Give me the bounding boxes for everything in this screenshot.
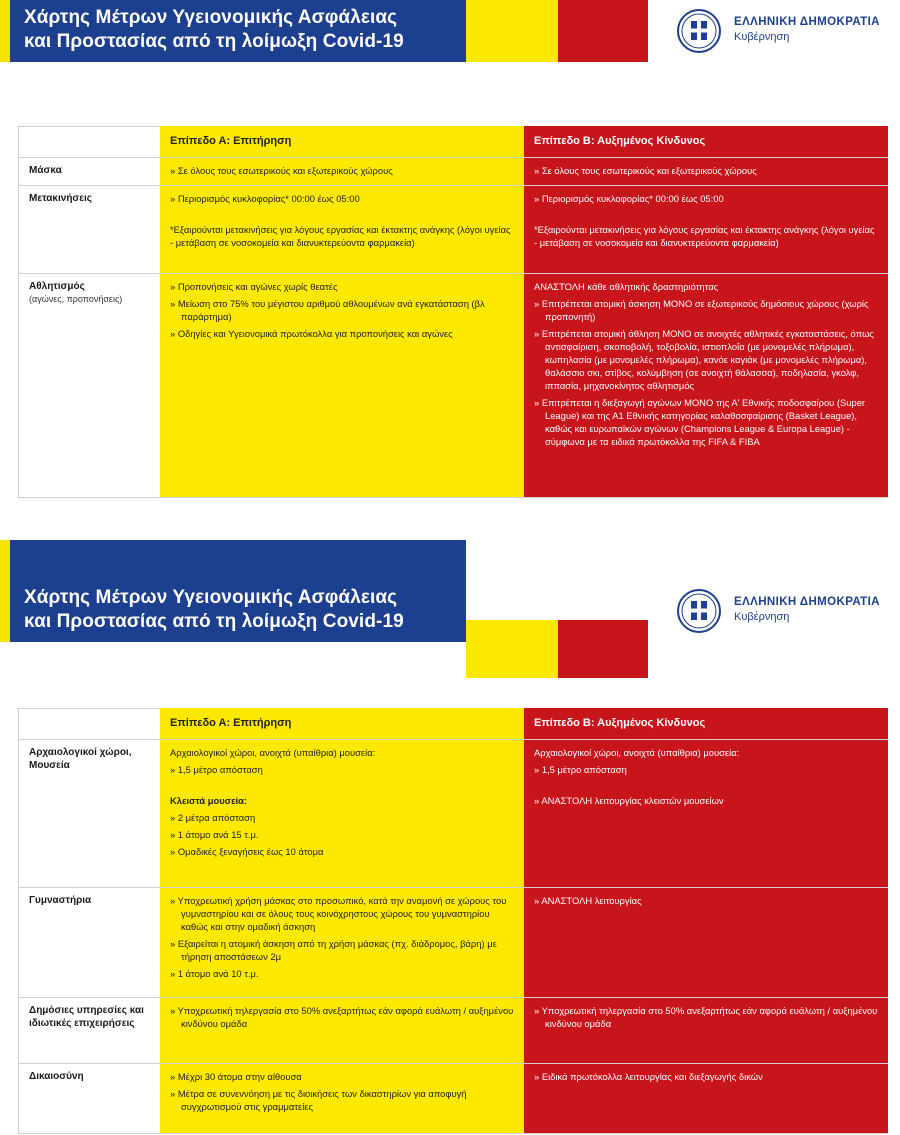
list-item: » Μέτρα σε συνεννόηση με τις διοικήσεις των δικαστηρίων για αποφυγή συγχρωτισμού στις γραμματείες bbox=[170, 1087, 516, 1113]
list-item: » 2 μέτρα απόσταση bbox=[170, 811, 516, 824]
gyms-level-b bbox=[524, 888, 888, 998]
government-label bbox=[734, 16, 880, 43]
list-item: » Επιτρέπεται η διεξαγωγή αγώνων ΜΟΝΟ της Α' Εθνικής ποδοσφαίρου (Super League) και της Α1 Εθνικής κατηγορίας καλαθοσφαίρισης (Basket League), καθώς και ευρωπαϊκών αγώνων (Champions League & Europa League) - σύμφωνα με τα ειδικά πρωτόκολλα της FIFA & FIBA bbox=[534, 396, 880, 448]
list-item: » Περιορισμός κυκλοφορίας* 00:00 έως 05:00 bbox=[170, 192, 516, 205]
header-empty bbox=[18, 126, 160, 158]
list-item: » ΑΝΑΣΤΟΛΗ λειτουργίας κλειστών μουσείων bbox=[534, 794, 880, 807]
museums-open-heading: Αρχαιολογικοί χώροι, ανοιχτά (υπαίθρια) μουσεία: bbox=[170, 747, 376, 758]
header-level-a: Επίπεδο Α: Επιτήρηση bbox=[160, 708, 524, 740]
gov-subtitle: Κυβέρνηση bbox=[734, 611, 790, 623]
public-level-a bbox=[160, 998, 524, 1064]
movement-level-b bbox=[524, 186, 888, 274]
measures-table-2 bbox=[18, 708, 888, 1134]
museums-open-heading: Αρχαιολογικοί χώροι, ανοιχτά (υπαίθρια) μουσεία: bbox=[534, 747, 740, 758]
measures-table-1 bbox=[18, 126, 888, 498]
gyms-level-a bbox=[160, 888, 524, 998]
banner-top bbox=[0, 0, 900, 62]
greek-emblem-icon bbox=[676, 588, 722, 634]
movement-note: *Εξαιρούνται μετακινήσεις για λόγους εργασίας και έκτακτης ανάγκης (λόγοι υγείας - μετάβαση σε νοσοκομεία και διανυκτερεύοντα φαρμακεία) bbox=[534, 224, 875, 248]
row-label-movement: Μετακινήσεις bbox=[18, 186, 160, 274]
gov-name: ΕΛΛΗΝΙΚΗ ΔΗΜΟΚΡΑΤΙΑ bbox=[734, 16, 880, 28]
sports-sublabel: (αγώνες, προπονήσεις) bbox=[29, 294, 123, 304]
list-item: » Υποχρεωτική χρήση μάσκας στο προσωπικό, κατά την αναμονή σε χώρους του γυμναστηρίου και σε όλους τους κοινόχρηστους χώρους του γυμναστηρίου καθώς και στην ομαδική άσκηση bbox=[170, 894, 516, 933]
museums-level-b bbox=[524, 740, 888, 888]
banner-title: Χάρτης Μέτρων Υγειονομικής Ασφάλειας και Προστασίας από τη λοίμωξη Covid-19 bbox=[24, 7, 404, 52]
sports-suspension: ΑΝΑΣΤΟΛΗ κάθε αθλητικής δραστηριότητας bbox=[534, 281, 719, 292]
list-item: » Ομαδικές ξεναγήσεις έως 10 άτομα bbox=[170, 845, 516, 858]
museums-closed-heading: Κλειστά μουσεία: bbox=[170, 795, 248, 806]
row-label-justice: Δικαιοσύνη bbox=[18, 1064, 160, 1134]
list-item: » Υποχρεωτική τηλεργασία στο 50% ανεξαρτήτως εάν αφορά ευάλωτη / αυξημένου κινδύνου ομάδα bbox=[534, 1004, 880, 1030]
public-level-b bbox=[524, 998, 888, 1064]
sports-label: Αθλητισμός bbox=[29, 281, 85, 292]
movement-level-a bbox=[160, 186, 524, 274]
greek-emblem-icon bbox=[676, 8, 722, 54]
banner-yellow-block bbox=[466, 0, 558, 62]
list-item: » 1,5 μέτρο απόσταση bbox=[170, 763, 516, 776]
header-level-a: Επίπεδο Α: Επιτήρηση bbox=[160, 126, 524, 158]
row-label-mask: Μάσκα bbox=[18, 158, 160, 186]
list-item: » 1,5 μέτρο απόσταση bbox=[534, 763, 880, 776]
list-item: » Μέχρι 30 άτομα στην αίθουσα bbox=[170, 1070, 516, 1083]
list-item: » 1 άτομο ανά 10 τ.μ. bbox=[170, 967, 516, 980]
list-item: » 1 άτομο ανά 15 τ.μ. bbox=[170, 828, 516, 841]
list-item: » Μείωση στο 75% του μέγιστου αριθμού αθλουμένων ανά εγκατάσταση (βλ παράρτημα) bbox=[170, 297, 516, 323]
list-item: » Περιορισμός κυκλοφορίας* 00:00 έως 05:00 bbox=[534, 192, 880, 205]
banner-blue-block bbox=[0, 0, 466, 62]
banner-red-block bbox=[558, 620, 648, 678]
gov-name: ΕΛΛΗΝΙΚΗ ΔΗΜΟΚΡΑΤΙΑ bbox=[734, 596, 880, 608]
sports-level-a bbox=[160, 274, 524, 498]
banner-yellow-edge bbox=[0, 0, 10, 62]
gov-subtitle: Κυβέρνηση bbox=[734, 31, 790, 43]
list-item: » Ειδικά πρωτόκολλα λειτουργίας και διεξαγωγής δικών bbox=[534, 1070, 880, 1083]
mask-level-a bbox=[160, 158, 524, 186]
banner-title: Χάρτης Μέτρων Υγειονομικής Ασφάλειας και Προστασίας από τη λοίμωξη Covid-19 bbox=[24, 587, 404, 632]
header-level-b: Επίπεδο Β: Αυξημένος Κίνδυνος bbox=[524, 708, 888, 740]
row-label-sports bbox=[18, 274, 160, 498]
row-label-gyms: Γυμναστήρια bbox=[18, 888, 160, 998]
justice-level-a bbox=[160, 1064, 524, 1134]
movement-note: *Εξαιρούνται μετακινήσεις για λόγους εργασίας και έκτακτης ανάγκης (λόγοι υγείας - μετάβαση σε νοσοκομεία και διανυκτερεύοντα φαρμακεία) bbox=[170, 224, 511, 248]
header-level-b: Επίπεδο Β: Αυξημένος Κίνδυνος bbox=[524, 126, 888, 158]
banner-yellow-edge bbox=[0, 540, 10, 642]
list-item: » Σε όλους τους εσωτερικούς και εξωτερικούς χώρους bbox=[170, 164, 516, 177]
list-item: » Υποχρεωτική τηλεργασία στο 50% ανεξαρτήτως εάν αφορά ευάλωτη / αυξημένου κινδύνου ομάδα bbox=[170, 1004, 516, 1030]
mask-level-b bbox=[524, 158, 888, 186]
banner-blue-block bbox=[0, 540, 466, 642]
list-item: » Σε όλους τους εσωτερικούς και εξωτερικούς χώρους bbox=[534, 164, 880, 177]
row-label-museums: Αρχαιολογικοί χώροι, Μουσεία bbox=[18, 740, 160, 888]
justice-level-b bbox=[524, 1064, 888, 1134]
banner-yellow-block bbox=[466, 620, 558, 678]
government-label bbox=[734, 596, 880, 623]
banner-red-block bbox=[558, 0, 648, 62]
sports-level-b bbox=[524, 274, 888, 498]
list-item: » Προπονήσεις και αγώνες χωρίς θεατές bbox=[170, 280, 516, 293]
list-item: » Επιτρέπεται ατομική άσκηση ΜΟΝΟ σε εξωτερικούς δημόσιους χώρους (χωρίς προπονητή) bbox=[534, 297, 880, 323]
list-item: » Οδηγίες και Υγειονομικά πρωτόκολλα για προπονήσεις και αγώνες bbox=[170, 327, 516, 340]
list-item: » Επιτρέπεται ατομική άθληση ΜΟΝΟ σε ανοιχτές αθλητικές εγκαταστάσεις, όπως αντισφαίριση, σκοποβολή, τοξοβολία, ιστιοπλοΐα (με μονομελές πλήρωμα), κωπηλασία (με μονομελές πλήρωμα), κανόε καγιάκ (με μονομελές πλήρωμα), θαλάσσιο σκι, στίβος, κολύμβηση (σε ανοιχτή θάλασσα), ποδηλασία, γκολφ, ιππασία, μηχανοκίνητος αθλητισμός bbox=[534, 327, 880, 392]
banner-second bbox=[0, 580, 900, 642]
list-item: » Εξαιρείται η ατομική άσκηση από τη χρήση μάσκας (πχ. διάδρομος, βάρη) με τήρηση αποστάσεων 2μ bbox=[170, 937, 516, 963]
list-item: » ΑΝΑΣΤΟΛΗ λειτουργίας bbox=[534, 894, 880, 907]
museums-level-a bbox=[160, 740, 524, 888]
header-empty bbox=[18, 708, 160, 740]
row-label-public: Δημόσιες υπηρεσίες και ιδιωτικές επιχειρήσεις bbox=[18, 998, 160, 1064]
